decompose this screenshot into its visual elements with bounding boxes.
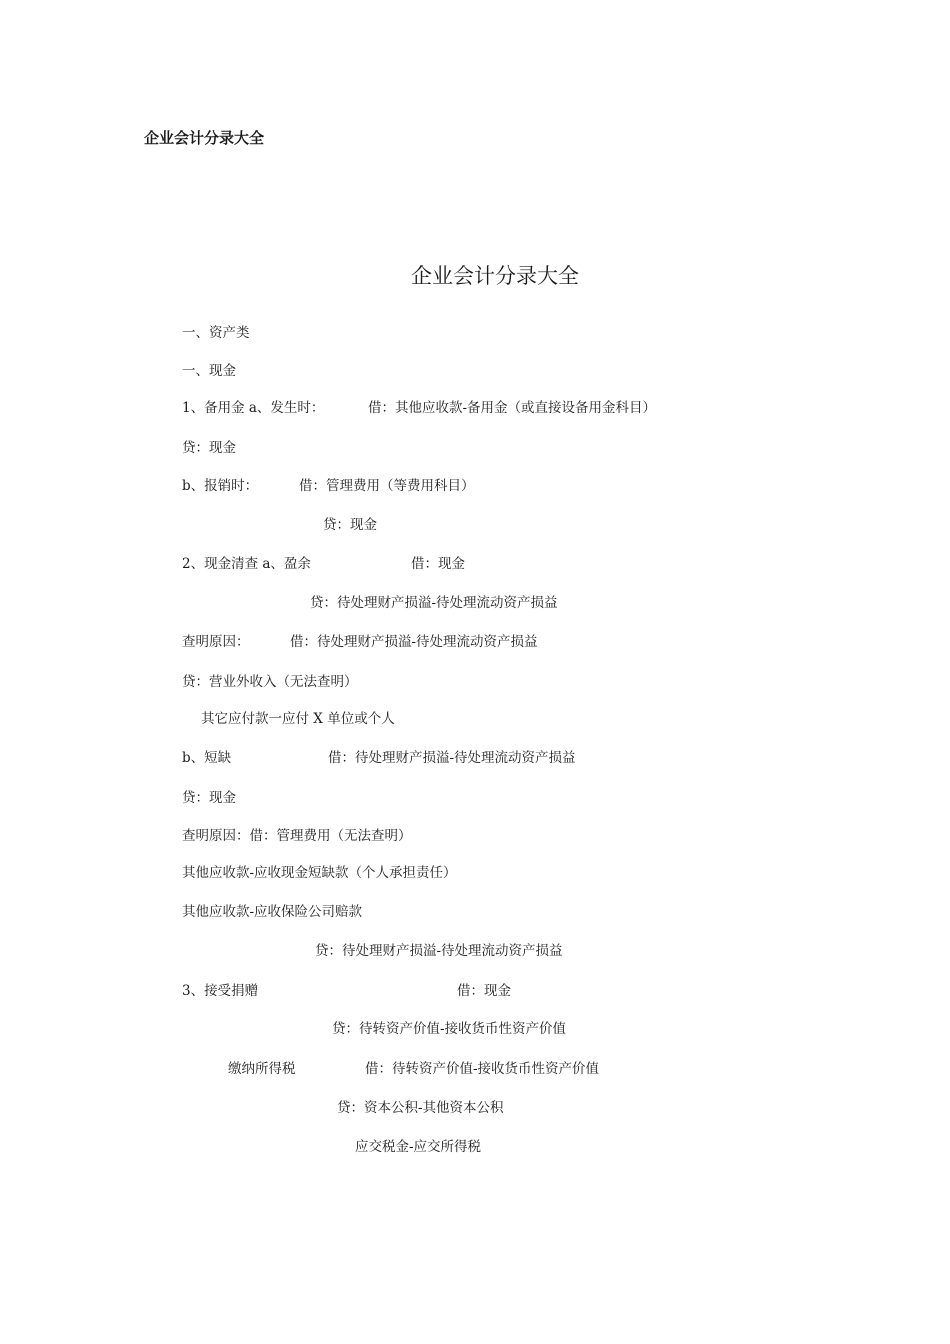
text-line <box>315 942 563 960</box>
text-line <box>332 1020 566 1038</box>
text-line <box>182 324 250 342</box>
line-text: 一、现金 <box>182 363 236 379</box>
debit-entry: 其他应收款-应收保险公司赔款 <box>182 904 363 920</box>
text-line <box>182 864 457 882</box>
debit-entry: 借：现金 <box>457 983 511 999</box>
text-line <box>337 1099 504 1117</box>
credit-entry: 贷：营业外收入（无法查明） <box>182 674 358 690</box>
text-line <box>323 516 377 534</box>
line-label: 3、接受捐赠 <box>182 983 259 999</box>
text-line <box>182 903 362 921</box>
text-line <box>182 362 236 380</box>
document-title: 企业会计分录大全 <box>411 264 579 288</box>
credit-entry: 其它应付款一应付 X 单位或个人 <box>201 711 395 727</box>
credit-entry: 贷：资本公积-其他资本公积 <box>337 1100 504 1116</box>
credit-entry: 应交税金-应交所得税 <box>355 1139 482 1155</box>
document-header-title: 企业会计分录大全 <box>144 129 265 147</box>
debit-entry: 借：待处理财产损溢-待处理流动资产损益 <box>290 634 538 650</box>
debit-entry: 借：待处理财产损溢-待处理流动资产损益 <box>328 750 576 766</box>
line-label: 查明原因： <box>182 634 250 650</box>
text-line <box>182 673 358 691</box>
text-line <box>182 827 412 845</box>
credit-entry: 贷：待转资产价值-接收货币性资产价值 <box>332 1021 567 1037</box>
debit-entry: 借：管理费用（等费用科目） <box>299 478 475 494</box>
credit-entry: 贷：现金 <box>182 440 236 456</box>
text-line <box>310 594 558 612</box>
line-label: 2、现金清查 a、盈余 <box>182 556 311 572</box>
line-label: b、短缺 <box>182 750 232 766</box>
debit-entry: 借：其他应收款-备用金（或直接设备用金科目） <box>368 400 657 416</box>
debit-entry: 借：待转资产价值-接收货币性资产价值 <box>365 1061 600 1077</box>
text-line <box>201 710 395 728</box>
debit-entry: 借：现金 <box>411 556 465 572</box>
credit-entry: 贷：待处理财产损溢-待处理流动资产损益 <box>310 595 558 611</box>
debit-entry: 查明原因：借：管理费用（无法查明） <box>182 828 412 844</box>
line-label: 1、备用金 a、发生时： <box>182 400 325 416</box>
text-line <box>182 439 236 457</box>
text-line <box>182 789 236 807</box>
debit-entry: 其他应收款-应收现金短缺款（个人承担责任） <box>182 865 457 881</box>
credit-entry: 贷：现金 <box>323 517 377 533</box>
line-label: 缴纳所得税 <box>228 1061 296 1077</box>
line-text: 一、资产类 <box>182 325 250 341</box>
text-line <box>355 1138 481 1156</box>
credit-entry: 贷：待处理财产损溢-待处理流动资产损益 <box>315 943 563 959</box>
credit-entry: 贷：现金 <box>182 790 236 806</box>
line-label: b、报销时： <box>182 478 259 494</box>
